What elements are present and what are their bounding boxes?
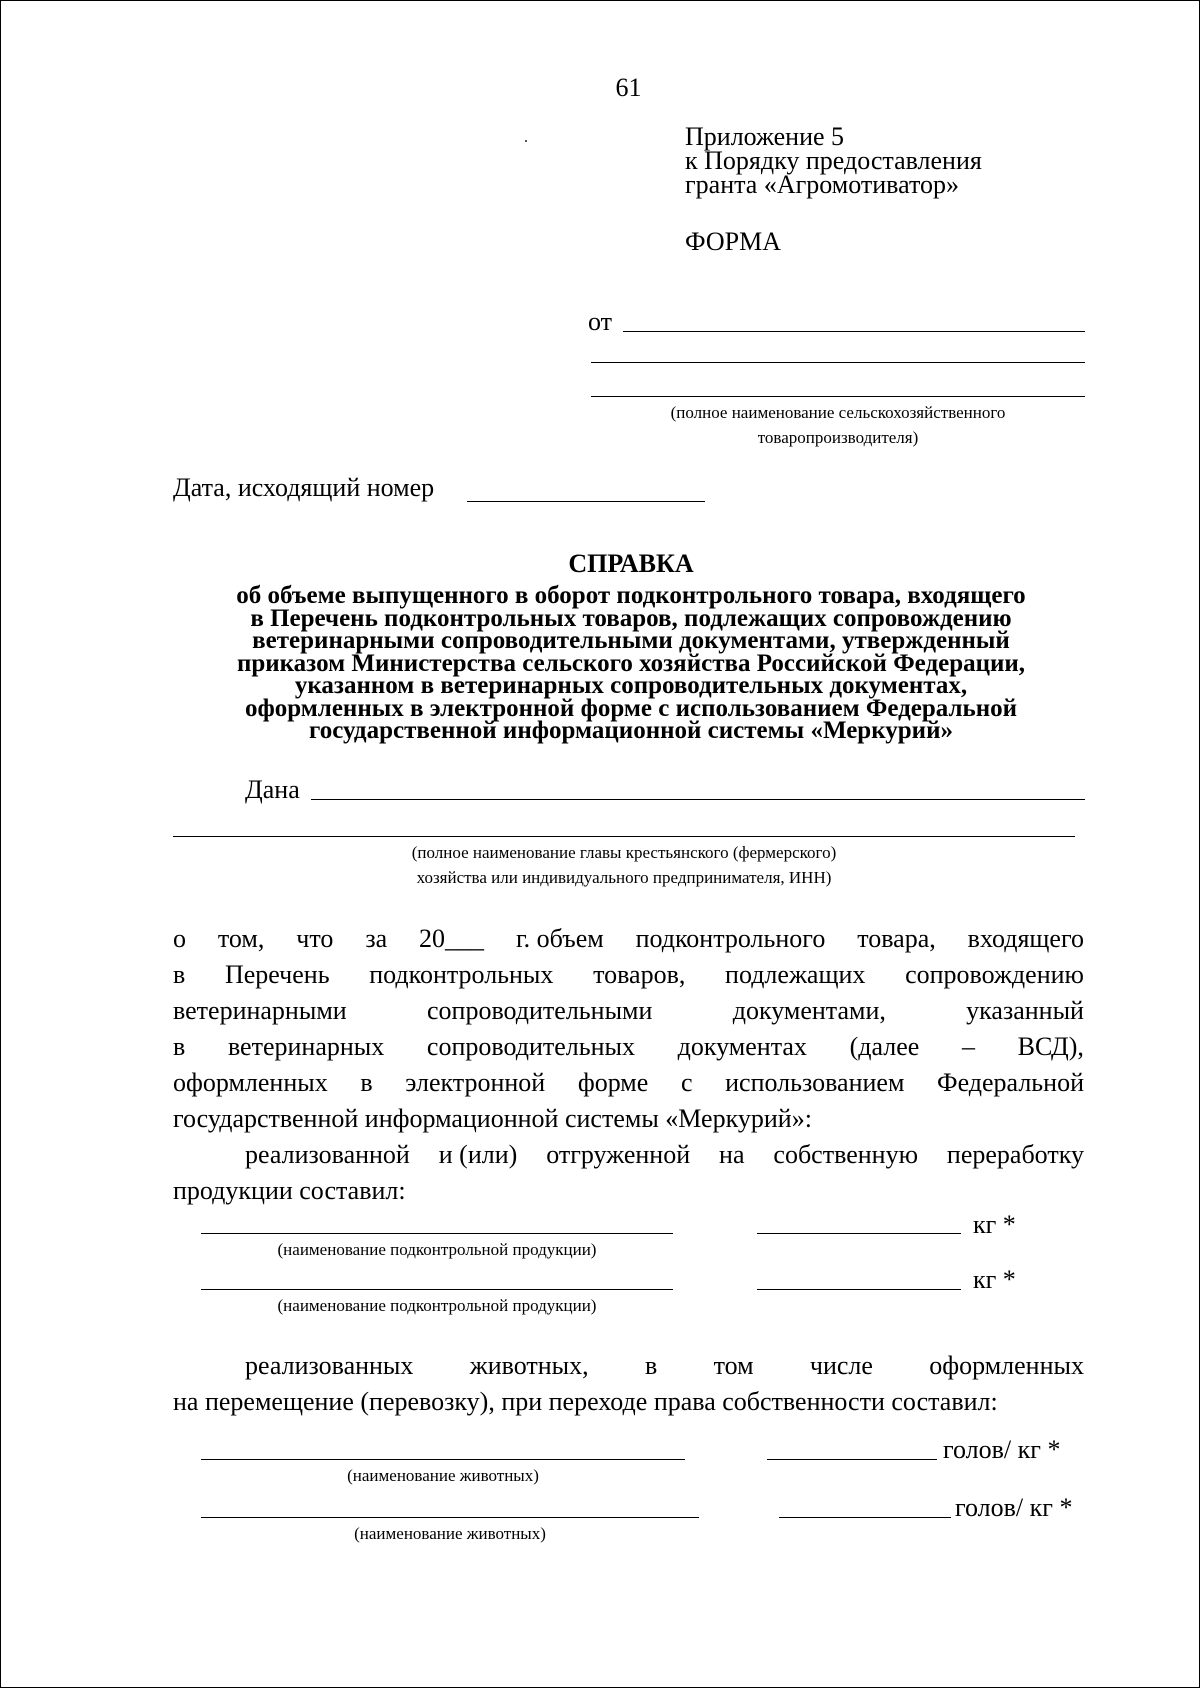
word: (далее xyxy=(849,1032,920,1061)
body-line xyxy=(173,926,1084,952)
word: электронной xyxy=(405,1068,546,1097)
word: на xyxy=(719,1140,745,1169)
unit-label: кг * xyxy=(973,1210,1016,1239)
page-number: 61 xyxy=(615,73,642,102)
product-intro-line xyxy=(245,1142,1084,1168)
year-blank: 20___ xyxy=(419,924,485,953)
given-caption: хозяйства или индивидуального предпринимателя, ИНН) xyxy=(416,868,832,887)
subtitle-line: приказом Министерства сельского хозяйства Российской Федерации, xyxy=(236,649,1026,677)
appendix-line: Приложение 5 xyxy=(685,122,845,151)
word: отгруженной xyxy=(546,1140,691,1169)
body-line xyxy=(173,1034,1084,1060)
word: оформленных xyxy=(173,1068,328,1097)
word: реализованной xyxy=(245,1140,410,1169)
word: в xyxy=(173,1032,186,1061)
product-name-line[interactable] xyxy=(201,1233,673,1234)
word: документами, xyxy=(732,996,886,1025)
word: подлежащих xyxy=(725,960,866,989)
body-last-line: государственной информационной системы «Меркурий»: xyxy=(173,1104,812,1133)
word: указанный xyxy=(966,996,1084,1025)
product-intro-last: продукции составил: xyxy=(173,1176,406,1205)
word: о xyxy=(173,924,186,953)
unit-label: кг * xyxy=(973,1265,1016,1294)
document-title: СПРАВКА xyxy=(568,549,694,578)
from-name-line[interactable] xyxy=(591,396,1085,397)
word: – xyxy=(961,1032,975,1061)
word: Федеральной xyxy=(937,1068,1084,1097)
word: с xyxy=(680,1068,693,1097)
word: ветеринарными xyxy=(173,996,347,1025)
animals-intro-line xyxy=(245,1353,1084,1379)
subtitle-line: ветеринарными сопроводительными документами, утвержденный xyxy=(252,627,1010,654)
word: подконтрольных xyxy=(369,960,554,989)
product-caption: (наименование подконтрольной продукции) xyxy=(277,1240,597,1259)
word: использованием xyxy=(725,1068,905,1097)
word: и (или) xyxy=(438,1140,518,1169)
body-line xyxy=(173,1070,1084,1096)
product-amount-line[interactable] xyxy=(757,1289,961,1290)
product-caption: (наименование подконтрольной продукции) xyxy=(277,1296,597,1315)
appendix-line: гранта «Агромотиватор» xyxy=(685,170,959,199)
subtitle-line: об объеме выпущенного в оборот подконтрольного товара, входящего xyxy=(236,582,1026,609)
word: сопроводительных xyxy=(426,1032,635,1061)
animal-caption: (наименование животных) xyxy=(347,1466,539,1485)
word: сопроводительными xyxy=(426,996,653,1025)
animal-name-line[interactable] xyxy=(201,1459,685,1460)
date-number-line[interactable] xyxy=(467,501,705,502)
body-line xyxy=(173,962,1084,988)
given-name-line[interactable] xyxy=(311,799,1085,800)
word: товара, xyxy=(857,924,936,953)
subtitle-line: оформленных в электронной форме с использованием Федеральной xyxy=(244,694,1018,722)
body-line xyxy=(173,998,1084,1024)
word: реализованных xyxy=(245,1351,414,1380)
word: документах xyxy=(677,1032,807,1061)
product-amount-line[interactable] xyxy=(757,1233,961,1234)
word: переработку xyxy=(946,1140,1084,1169)
word: ВСД), xyxy=(1017,1032,1084,1061)
word: в xyxy=(644,1351,658,1380)
word: собственную xyxy=(773,1140,918,1169)
given-caption: (полное наименование главы крестьянского (фермерского) xyxy=(411,843,837,862)
word: оформленных xyxy=(929,1351,1084,1380)
animals-intro-last: на перемещение (перевозку), при переходе права собственности составил: xyxy=(173,1387,998,1416)
word: том, xyxy=(217,924,265,953)
word: входящего xyxy=(967,924,1084,953)
unit-label: голов/ кг * xyxy=(943,1435,1061,1464)
from-caption: товаропроизводителя) xyxy=(757,428,919,447)
word: подконтрольного xyxy=(635,924,826,953)
from-name-line[interactable] xyxy=(591,362,1085,363)
subtitle-line: в Перечень подконтрольных товаров, подлежащих сопровождению xyxy=(250,604,1012,632)
word: животных, xyxy=(469,1351,589,1380)
word: в xyxy=(173,960,186,989)
given-name-line[interactable] xyxy=(173,836,1075,837)
unit-label: голов/ кг * xyxy=(955,1493,1073,1522)
appendix-header xyxy=(685,122,982,199)
appendix-line: к Порядку предоставления xyxy=(685,146,982,175)
subtitle-line: государственной информационной системы «Меркурий» xyxy=(309,717,953,744)
word: в xyxy=(360,1068,373,1097)
animal-name-line[interactable] xyxy=(201,1517,699,1518)
word: форме xyxy=(577,1068,649,1097)
animal-amount-line[interactable] xyxy=(779,1517,951,1518)
form-label: ФОРМА xyxy=(685,227,781,256)
word: сопровождению xyxy=(905,960,1084,989)
word: ветеринарных xyxy=(227,1032,385,1061)
date-number-label: Дата, исходящий номер xyxy=(173,473,435,502)
word: числе xyxy=(809,1351,873,1380)
from-caption: (полное наименование сельскохозяйственного xyxy=(670,403,1006,422)
scan-speck xyxy=(525,140,527,142)
document-subtitle xyxy=(1,582,1200,744)
product-name-line[interactable] xyxy=(201,1289,673,1290)
word: Перечень xyxy=(224,960,330,989)
word: том xyxy=(713,1351,754,1380)
subtitle-line: указанном в ветеринарных сопроводительных документах, xyxy=(294,672,968,699)
from-label: от xyxy=(588,307,613,336)
word: г. объем xyxy=(515,924,604,953)
animal-amount-line[interactable] xyxy=(767,1459,937,1460)
animal-caption: (наименование животных) xyxy=(354,1524,546,1543)
word: за xyxy=(365,924,388,953)
word: товаров, xyxy=(593,960,686,989)
word: что xyxy=(296,924,334,953)
from-name-line[interactable] xyxy=(623,331,1085,332)
given-label: Дана xyxy=(245,775,300,804)
